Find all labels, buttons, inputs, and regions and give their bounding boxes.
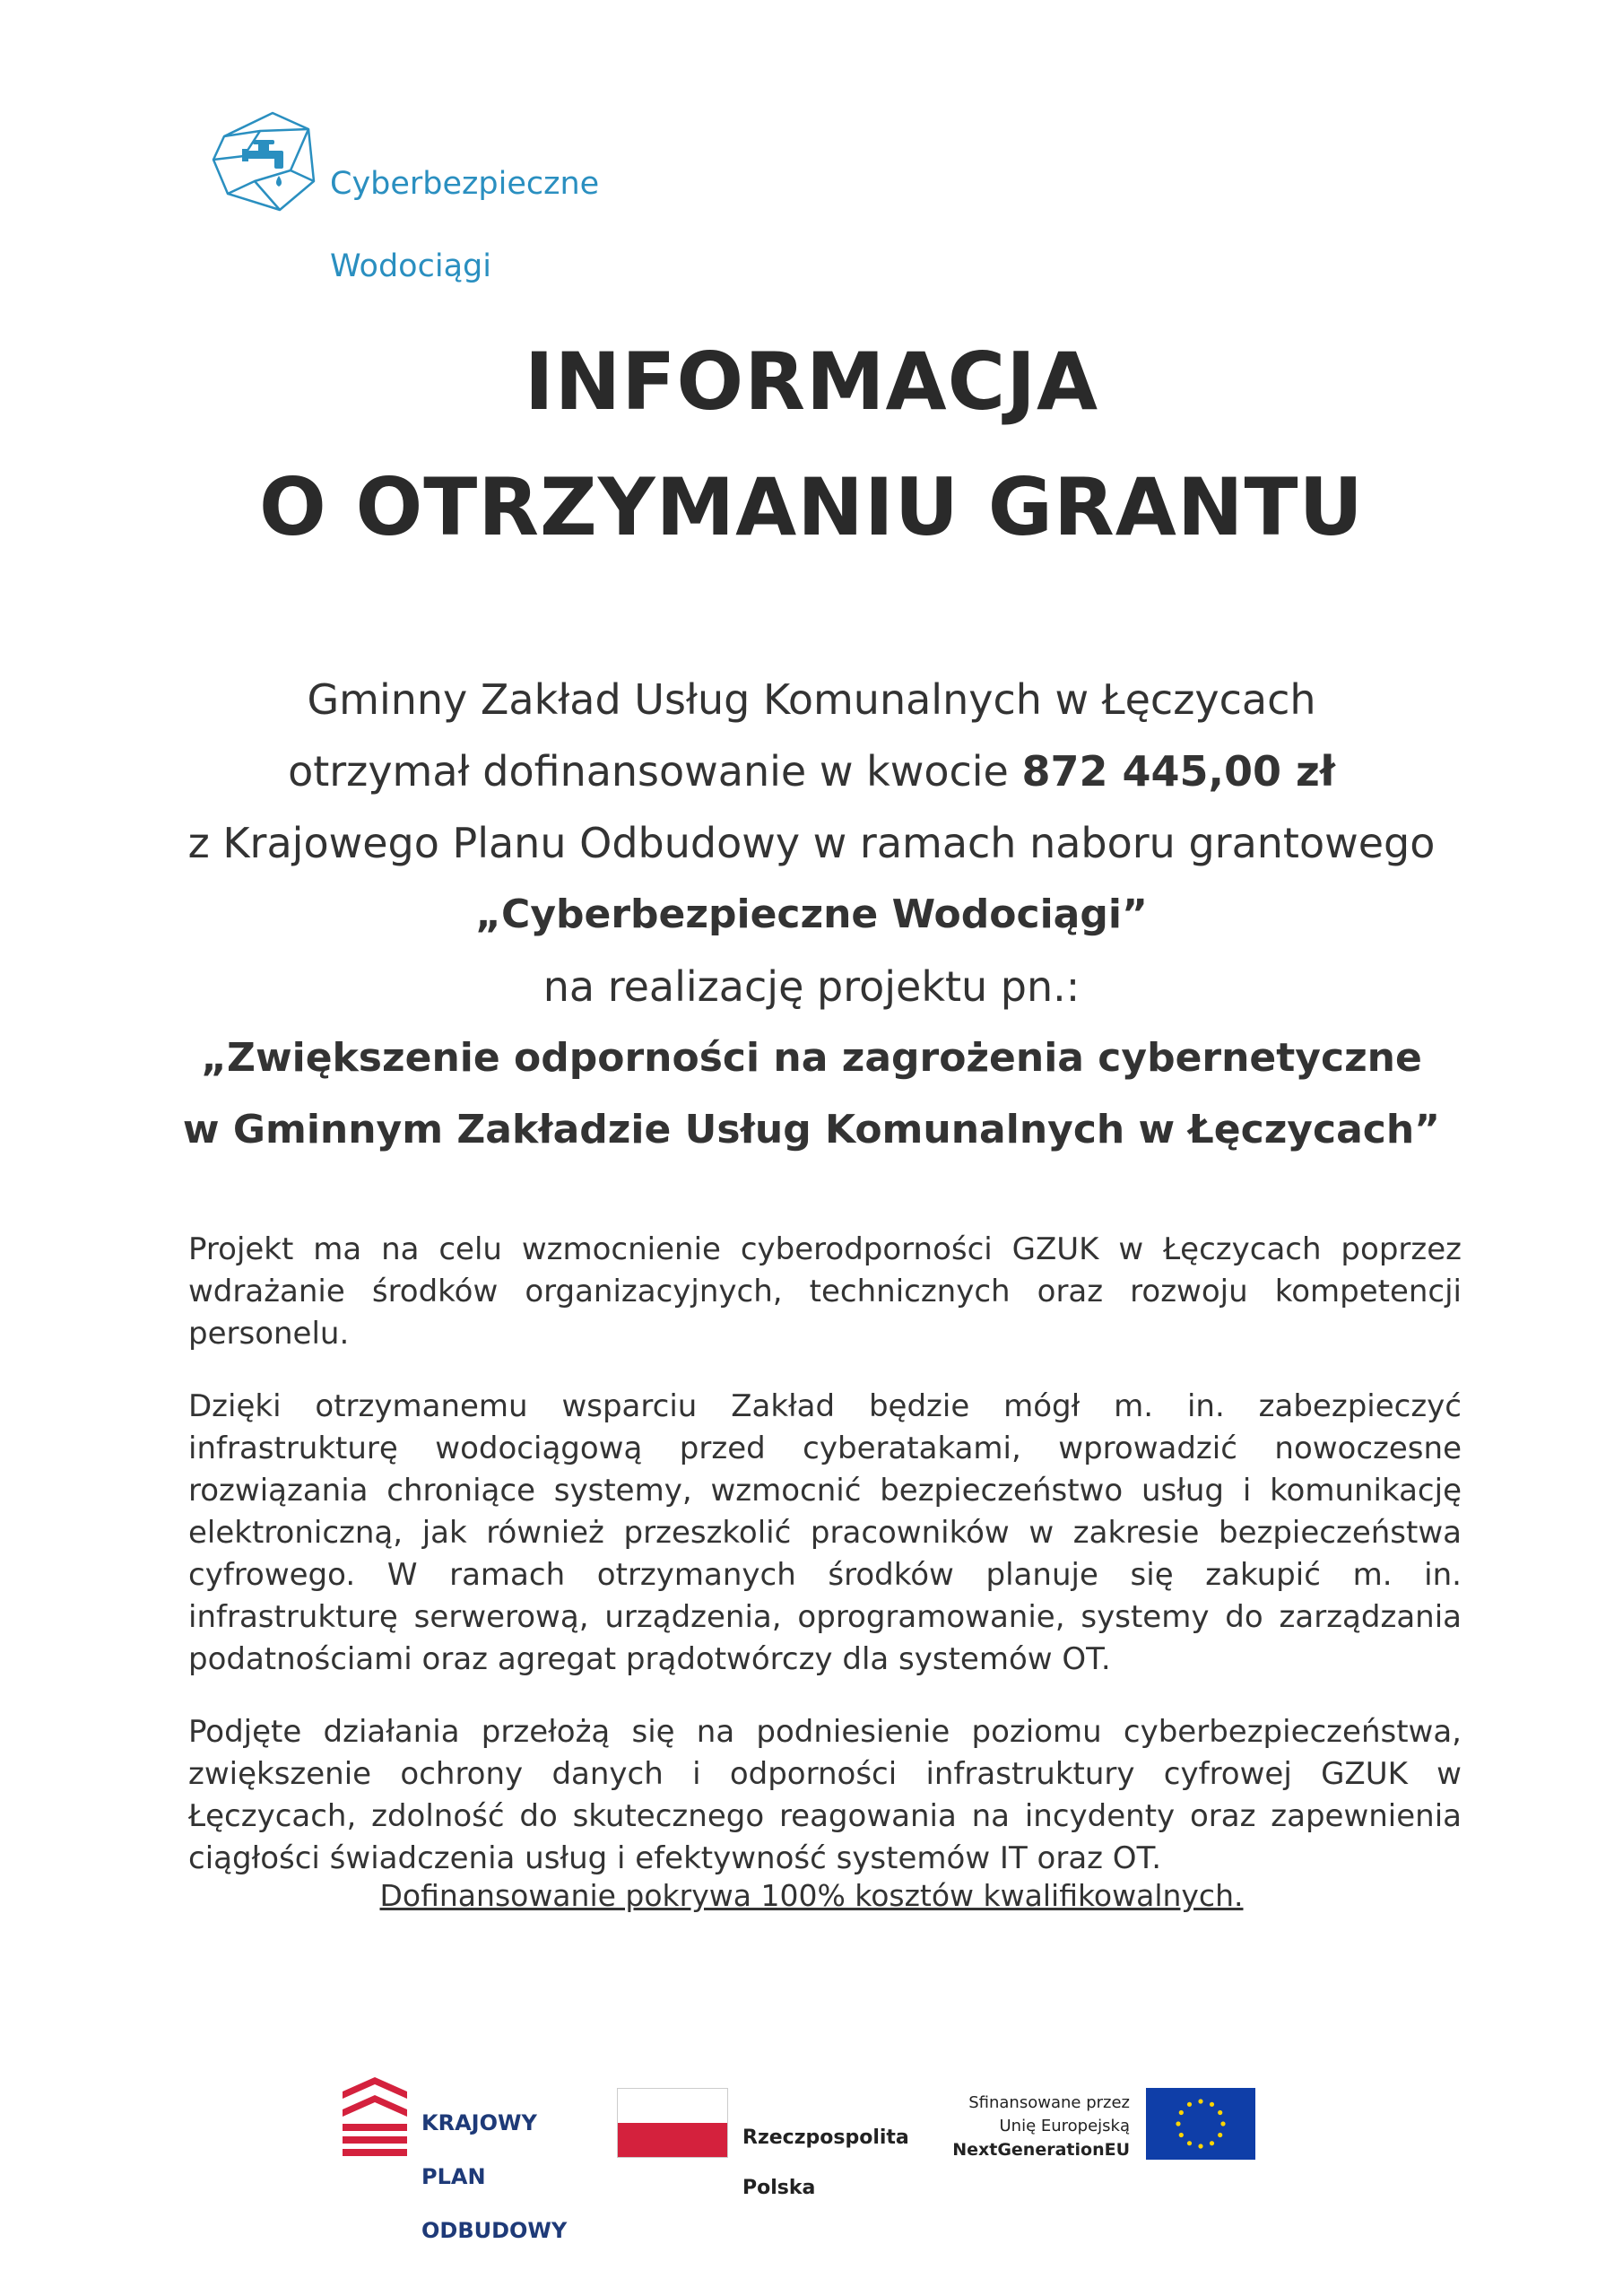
rp-logo-text bbox=[742, 2100, 909, 2201]
page-title-line1: INFORMACJA bbox=[524, 335, 1099, 428]
funding-note: Dofinansowanie pokrywa 100% kosztów kwalifikowalnych. bbox=[379, 1878, 1244, 1913]
eu-star bbox=[1220, 2121, 1225, 2126]
announcement-line5: na realizację projektu pn.: bbox=[542, 962, 1081, 1011]
program-name: „Cyberbezpieczne Wodociągi” bbox=[475, 891, 1148, 937]
logo-text-line2: Wodociągi bbox=[330, 248, 491, 284]
kpo-line2: PLAN bbox=[421, 2164, 486, 2189]
eu-star bbox=[1218, 2133, 1222, 2137]
kpo-logo-text bbox=[421, 2083, 567, 2244]
eu-star bbox=[1210, 2141, 1214, 2145]
eu-star bbox=[1179, 2133, 1184, 2137]
water-tap-icon bbox=[208, 104, 325, 221]
eu-star bbox=[1176, 2121, 1180, 2126]
announcement-line1: Gminny Zakład Usług Komunalnych w Łęczycach bbox=[307, 675, 1316, 724]
announcement-line3: z Krajowego Planu Odbudowy w ramach naboru grantowego bbox=[187, 819, 1436, 867]
eu-line1: Sfinansowane przez bbox=[968, 2093, 1130, 2112]
rp-line2: Polska bbox=[742, 2177, 816, 2199]
eu-star bbox=[1198, 2144, 1202, 2148]
body-paragraphs bbox=[188, 1229, 1462, 1910]
grant-amount: 872 445,00 zł bbox=[1021, 747, 1335, 796]
eu-funding-text bbox=[924, 2092, 1130, 2162]
eu-star bbox=[1187, 2141, 1192, 2145]
paragraph-2: Dzięki otrzymanemu wsparciu Zakład będzie mógł m. in. zabezpieczyć infrastrukturę wodociągową przed cyberatakami, wprowadzić nowoczesne rozwiązania chroniące systemy, wzmocnić bezpieczeństwo usług i komunikację elektroniczną, jak również przeszkolić pracowników w zakresie bezpieczeństwa cyfrowego. W ramach otrzymanych środków planuje się zakupić m. in. infrastrukturę serwerową, urządzenia, oprogramowanie, systemy do zarządzania podatnościami oraz agregat prądotwórczy dla systemów OT. bbox=[188, 1388, 1462, 1677]
announcement-block bbox=[108, 664, 1515, 1166]
announcement-line2 bbox=[108, 735, 1515, 807]
eu-star bbox=[1198, 2099, 1202, 2103]
paragraph-3: Podjęte działania przełożą się na podniesienie poziomu cyberbezpieczeństwa, zwiększenie ochrony danych i odporności infrastruktury cyfrowej GZUK w Łęczycach, zdolność do skutecznego reagowania na incydenty oraz zapewnienia ciągłości świadczenia usług i efektywność systemów IT oraz OT. bbox=[188, 1714, 1462, 1876]
eu-flag-icon bbox=[1146, 2088, 1255, 2160]
paragraph-1: Projekt ma na celu wzmocnienie cyberodporności GZUK w Łęczycach poprzez wdrażanie środków organizacyjnych, technicznych oraz rozwoju kompetencji personelu. bbox=[188, 1231, 1462, 1352]
kpo-logo-icon bbox=[339, 2074, 411, 2163]
rp-line1: Rzeczpospolita bbox=[742, 2126, 909, 2149]
eu-star bbox=[1218, 2110, 1222, 2115]
eu-star bbox=[1187, 2102, 1192, 2107]
announcement-line2-prefix: otrzymał dofinansowanie w kwocie bbox=[288, 747, 1022, 796]
logo-text-line1: Cyberbezpieczne bbox=[330, 166, 600, 202]
poland-flag-icon bbox=[617, 2088, 728, 2158]
kpo-line1: KRAJOWY bbox=[421, 2110, 537, 2135]
eu-star bbox=[1210, 2102, 1214, 2107]
page-title-line2: O OTRZYMANIU GRANTU bbox=[259, 461, 1364, 553]
eu-star bbox=[1179, 2110, 1184, 2115]
eu-line3: NextGenerationEU bbox=[952, 2140, 1130, 2160]
cyberbezpieczne-wodociagi-logo bbox=[208, 104, 621, 284]
project-title-line2: w Gminnym Zakładzie Usług Komunalnych w Łęczycach” bbox=[182, 1107, 1441, 1152]
project-title-line1: „Zwiększenie odporności na zagrożenia cybernetyczne bbox=[201, 1035, 1422, 1081]
footer-logos bbox=[0, 2063, 1623, 2243]
eu-line2: Unię Europejską bbox=[999, 2117, 1130, 2135]
kpo-line3: ODBUDOWY bbox=[421, 2218, 568, 2243]
